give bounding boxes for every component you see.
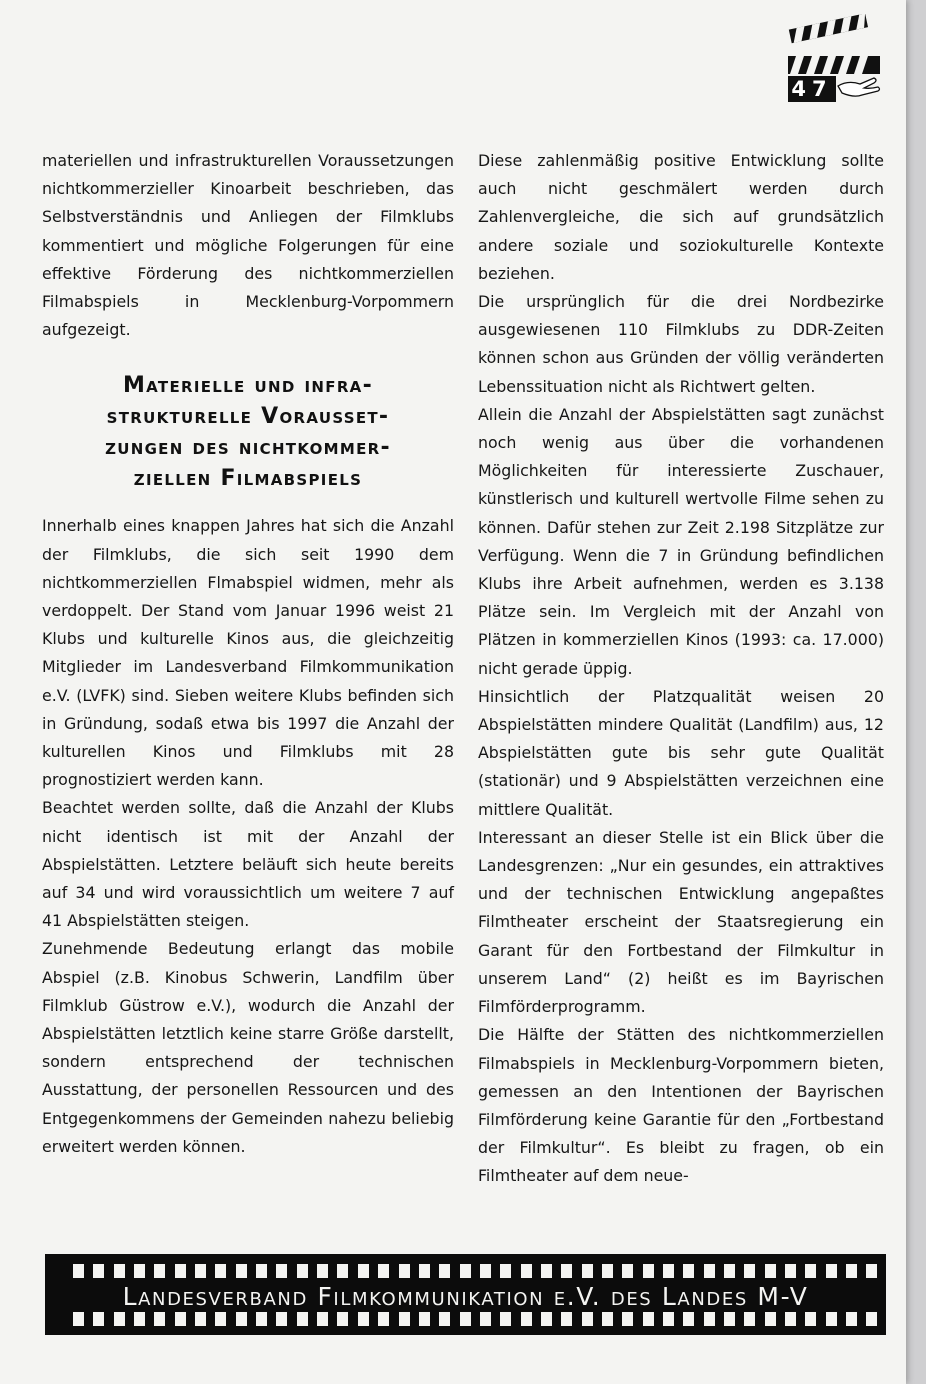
filmstrip-hole — [541, 1264, 552, 1278]
filmstrip-hole — [419, 1264, 430, 1278]
filmstrip-hole — [500, 1312, 511, 1326]
filmstrip-hole — [622, 1312, 633, 1326]
intro-paragraph: materiellen und infrastrukturellen Voraussetzungen nichtkommerzieller Kinoarbeit beschrieben, das Selbstverständnis und Anliegen der Filmklubs kommentiert und mögliche Folgerungen für eine effektive Förderung des nichtkommerziellen Filmabspiels in Mecklenburg-Vorpommern aufgezeigt. — [42, 151, 454, 340]
filmstrip-hole — [704, 1264, 715, 1278]
filmstrip-hole — [154, 1312, 165, 1326]
filmstrip-hole — [643, 1312, 654, 1326]
filmstrip-hole — [541, 1312, 552, 1326]
filmstrip-hole — [602, 1312, 613, 1326]
filmstrip-hole — [175, 1312, 186, 1326]
filmstrip-hole — [73, 1312, 84, 1326]
filmstrip-hole — [785, 1312, 796, 1326]
filmstrip-hole — [785, 1264, 796, 1278]
filmstrip-hole — [439, 1264, 450, 1278]
filmstrip-hole — [73, 1264, 84, 1278]
filmstrip-hole — [643, 1264, 654, 1278]
filmstrip-hole — [134, 1312, 145, 1326]
filmstrip-hole — [521, 1312, 532, 1326]
filmstrip-hole — [114, 1312, 125, 1326]
banner-text: Landesverband Filmkommunikation e.V. des Landes M-V — [122, 1282, 809, 1311]
filmstrip-hole — [256, 1264, 267, 1278]
filmstrip-hole — [521, 1264, 532, 1278]
filmstrip-hole — [358, 1264, 369, 1278]
filmstrip-hole — [337, 1312, 348, 1326]
filmstrip-hole — [297, 1312, 308, 1326]
filmstrip-hole — [460, 1264, 471, 1278]
filmstrip-hole — [358, 1312, 369, 1326]
filmstrip-hole — [93, 1264, 104, 1278]
filmstrip-hole — [744, 1264, 755, 1278]
body-paragraph: Allein die Anzahl der Abspielstätten sagt zunächst noch wenig aus über die vorhandenen Möglichkeiten für interessierte Zuschauer, künstlerisch und kulturell wertvolle Filme sehen zu können. Dafür stehen zur Zeit 2.198 Sitzplätze zur Verfügung. Wenn die 7 in Gründung befindlichen Klubs ihre Arbeit aufnehmen, werden es 3.138 Plätze sein. Im Vergleich mit der Anzahl von Plätzen in kommerziellen Kinos (1993: ca. 17.000) nicht gerade üppig. — [478, 404, 884, 678]
filmstrip-banner — [45, 1254, 886, 1335]
filmstrip-hole — [765, 1264, 776, 1278]
filmstrip-hole — [236, 1312, 247, 1326]
filmstrip-hole — [215, 1264, 226, 1278]
filmstrip-hole — [195, 1264, 206, 1278]
heading-line: strukturelle Vorausset- — [106, 404, 390, 430]
filmstrip-hole — [805, 1264, 816, 1278]
heading-line: Materielle und infra- — [122, 373, 374, 399]
filmstrip-hole — [765, 1312, 776, 1326]
filmstrip-hole — [439, 1312, 450, 1326]
filmstrip-hole — [337, 1264, 348, 1278]
filmstrip-hole — [622, 1264, 633, 1278]
filmstrip-hole — [378, 1264, 389, 1278]
heading-line: ziellen Filmabspiels — [133, 466, 363, 492]
filmstrip-hole — [175, 1264, 186, 1278]
filmstrip-hole — [93, 1312, 104, 1326]
filmstrip-hole — [582, 1264, 593, 1278]
filmstrip-hole — [683, 1264, 694, 1278]
filmstrip-hole — [561, 1312, 572, 1326]
filmstrip-hole — [154, 1264, 165, 1278]
body-paragraph: Die ursprünglich für die drei Nordbezirke ausgewiesenen 110 Filmklubs zu DDR-Zeiten können schon aus Gründen der völlig veränderten Lebenssituation nicht als Richtwert gelten. — [478, 292, 884, 396]
body-paragraph: Interessant an dieser Stelle ist ein Blick über die Landesgrenzen: „Nur ein gesundes, ein attraktives und der technischen Entwicklung angepaßtes Filmtheater erscheint der Staatsregierung ein Garant für den Fortbestand der Filmkultur in unserem Land“ (2) heißt es im Bayrischen Filmförderprogramm. — [478, 827, 884, 1017]
filmstrip-hole — [378, 1312, 389, 1326]
filmstrip-hole — [317, 1312, 328, 1326]
filmstrip-hole — [846, 1264, 857, 1278]
filmstrip-hole — [195, 1312, 206, 1326]
filmstrip-hole — [602, 1264, 613, 1278]
filmstrip-hole — [805, 1312, 816, 1326]
filmstrip-hole — [236, 1264, 247, 1278]
filmstrip-hole — [460, 1312, 471, 1326]
filmstrip-hole — [276, 1264, 287, 1278]
filmstrip-hole — [846, 1312, 857, 1326]
filmstrip-hole — [663, 1264, 674, 1278]
filmstrip-hole — [134, 1264, 145, 1278]
filmstrip-hole — [724, 1312, 735, 1326]
filmstrip-hole — [215, 1312, 226, 1326]
filmstrip-hole — [500, 1264, 511, 1278]
filmstrip-hole — [419, 1312, 430, 1326]
filmstrip-hole — [663, 1312, 674, 1326]
filmstrip-perforation-top — [73, 1264, 878, 1278]
right-column — [478, 147, 884, 1191]
filmstrip-hole — [704, 1312, 715, 1326]
body-paragraph: Diese zahlenmäßig positive Entwicklung sollte auch nicht geschmälert werden durch Zahlenvergleiche, die sich auf grundsätzlich andere soziale und soziokulturelle Kontexte beziehen. — [478, 151, 884, 283]
filmstrip-hole — [480, 1312, 491, 1326]
body-paragraph: Hinsichtlich der Platzqualität weisen 20 Abspielstätten mindere Qualität (Landfilm) aus, 12 Abspielstätten gute bis sehr gute Qualität (stationär) und 9 Abspielstätten verzeichnen eine mittlere Qualität. — [478, 686, 884, 819]
filmstrip-perforation-bottom — [73, 1312, 878, 1326]
filmstrip-hole — [480, 1264, 491, 1278]
filmstrip-hole — [582, 1312, 593, 1326]
filmstrip-hole — [866, 1312, 877, 1326]
body-paragraph: Zunehmende Bedeutung erlangt das mobile Abspiel (z.B. Kinobus Schwerin, Landfilm über Filmklub Güstrow e.V.), wodurch die Anzahl der Abspielstätten letztlich keine starre Größe darstellt, sondern entsprechend der technischen Ausstattung, der personellen Ressourcen und des Entgegenkommens der Gemeinden nahezu beliebig erweitert werden können. — [42, 939, 454, 1156]
filmstrip-hole — [256, 1312, 267, 1326]
filmstrip-hole — [317, 1264, 328, 1278]
body-paragraph: Beachtet werden sollte, daß die Anzahl der Klubs nicht identisch ist mit der Anzahl der Abspielstätten. Letztere beläuft sich heute bereits auf 34 und wird voraussichtlich um weitere 7 auf 41 Abspielstätten steigen. — [42, 798, 454, 931]
body-paragraph: Innerhalb eines knappen Jahres hat sich die Anzahl der Filmklubs, die sich seit 1990 dem nichtkommerziellen Flmabspiel widmen, mehr als verdoppelt. Der Stand vom Januar 1996 weist 21 Klubs und kulturelle Kinos aus, die gleichzeitig Mitglieder im Landesverband Filmkommunikation e.V. (LVFK) sind. Sieben weitere Klubs befinden sich in Gründung, sodaß etwa bis 1997 die Anzahl der kulturellen Kinos und Filmklubs mit 28 prognostiziert werden kann. — [42, 516, 454, 790]
filmstrip-hole — [826, 1264, 837, 1278]
filmstrip-hole — [399, 1264, 410, 1278]
heading-line: zungen des nichtkommer- — [105, 435, 391, 461]
page-number: 47 — [788, 76, 836, 102]
section-heading — [42, 370, 454, 494]
filmstrip-hole — [866, 1264, 877, 1278]
filmstrip-hole — [399, 1312, 410, 1326]
filmstrip-hole — [561, 1264, 572, 1278]
filmstrip-hole — [297, 1264, 308, 1278]
filmstrip-hole — [683, 1312, 694, 1326]
body-paragraph: Die Hälfte der Stätten des nichtkommerziellen Filmabspiels in Mecklenburg-Vorpommern bieten, gemessen an den Intentionen der Bayrischen Filmförderung keine Garantie für den „Fortbestand der Filmkultur“. Es bleibt zu fragen, ob ein Filmtheater auf dem neue- — [478, 1025, 884, 1186]
filmstrip-hole — [744, 1312, 755, 1326]
filmstrip-hole — [114, 1264, 125, 1278]
left-column — [42, 147, 454, 1161]
filmstrip-hole — [826, 1312, 837, 1326]
filmstrip-hole — [276, 1312, 287, 1326]
filmstrip-hole — [724, 1264, 735, 1278]
